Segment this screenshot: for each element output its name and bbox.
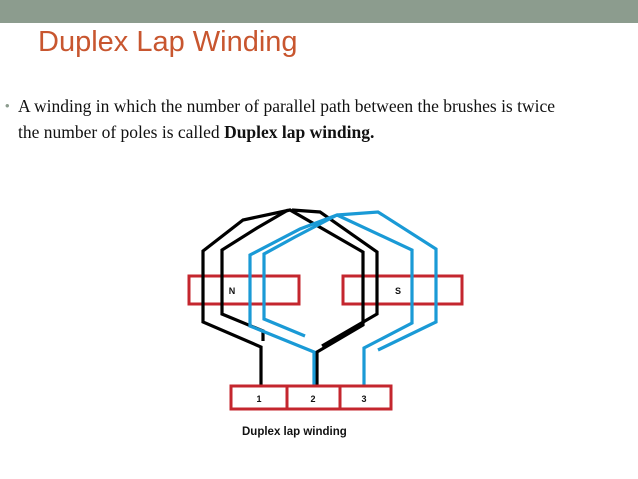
bullet-text-plain: A winding in which the number of parallel path between the brushes is twice the number of poles is called <box>18 96 556 142</box>
north-pole-label: N <box>228 286 236 296</box>
north-pole-box <box>189 276 299 304</box>
commutator <box>231 386 391 409</box>
commutator-segment-label: 3 <box>361 394 367 404</box>
south-pole-box <box>343 276 462 304</box>
south-pole-label: S <box>394 286 402 296</box>
bullet-text-bold: Duplex lap winding. <box>224 122 375 142</box>
diagram-caption: Duplex lap winding <box>242 426 347 438</box>
commutator-segment-label: 2 <box>310 394 316 404</box>
bullet-dot-icon: • <box>5 98 10 113</box>
commutator-segment-label: 1 <box>256 394 262 404</box>
slide-title: Duplex Lap Winding <box>38 26 298 58</box>
winding-b-outer-coil <box>250 215 412 386</box>
winding-a <box>203 210 377 386</box>
